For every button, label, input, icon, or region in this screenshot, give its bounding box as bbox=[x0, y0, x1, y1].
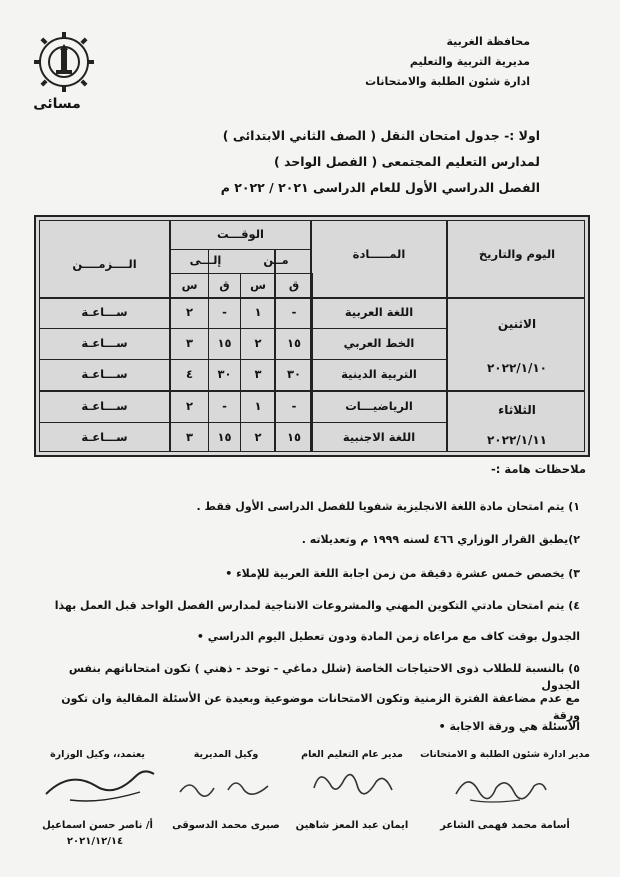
signature-name-4: أ/ ناصر حسن اسماعيل bbox=[42, 820, 153, 831]
note-5-line-2: مع عدم مضاعفة الفترة الزمنية وتكون الامتحانات موضوعية وبعيدة عن الأسئلة المقالية وان تكون ورقة bbox=[61, 692, 580, 722]
row5-subject: اللغة الاجنبية bbox=[342, 430, 416, 444]
row2-to-q: ١٥ bbox=[217, 336, 232, 350]
row3-duration: ســـاعـة bbox=[81, 367, 128, 381]
row1-duration: ســـاعـة bbox=[81, 305, 128, 319]
signature-name-2: ايمان عبد المعز شاهين bbox=[295, 820, 409, 831]
note-1: ١) يتم امتحان مادة اللغة الانجليزية شفويا للفصل الدراسى الأول فقط . bbox=[196, 500, 580, 513]
note-4-line-2: الجدول بوقت كاف مع مراعاه زمن المادة ودون تعطيل اليوم الدراسي • bbox=[196, 630, 580, 643]
row1-subject: اللغة العربية bbox=[344, 305, 414, 319]
note-4-line-1: ٤) يتم امتحان مادتي التكوين المهني والمشروعات الانتاجية لمدارس الفصل الواحد قبل العمل بهذا bbox=[54, 599, 580, 612]
header-to: إلـــى bbox=[189, 253, 222, 267]
row3-from-s: ٣ bbox=[254, 367, 262, 381]
logo-label: مسائى bbox=[33, 96, 81, 112]
title-line-3: الفصل الدراسي الأول للعام الدراسى ٢٠٢١ / ٢٠٢٢ م bbox=[220, 180, 540, 195]
row2-duration: ســـاعـة bbox=[81, 336, 128, 350]
header-line-governorate: محافظة الغربية bbox=[446, 35, 530, 48]
header-block bbox=[270, 32, 530, 92]
row5-to-q: ١٥ bbox=[217, 430, 232, 444]
signature-scribble-3-icon bbox=[176, 768, 276, 808]
header-day-date: اليوم والتاريخ bbox=[478, 247, 556, 261]
signature-title-general-education: مدير عام التعليم العام bbox=[301, 749, 403, 760]
row2-from-q: ١٥ bbox=[286, 336, 302, 350]
header-from-s: س bbox=[250, 278, 266, 292]
signature-scribble-4-icon bbox=[40, 760, 160, 810]
signature-scribble-1-icon bbox=[450, 764, 550, 810]
day-monday: الاثنين bbox=[497, 317, 537, 331]
row1-from-s: ١ bbox=[254, 305, 262, 319]
signature-name-1: أسامة محمد فهمى الشاعر bbox=[440, 820, 570, 831]
header-line-administration: ادارة شئون الطلبة والامتحانات bbox=[365, 75, 530, 88]
signature-title-students-affairs: مدير ادارة شئون الطلبة و الامتحانات bbox=[420, 749, 590, 760]
row4-from-s: ١ bbox=[254, 399, 262, 413]
row3-to-s: ٤ bbox=[185, 367, 194, 381]
row5-duration: ســـاعـة bbox=[81, 430, 128, 444]
signature-name-3: صبرى محمد الدسوقى bbox=[172, 820, 280, 831]
row4-to-q: - bbox=[222, 399, 227, 413]
note-5-line-3: الأسئلة هي ورقة الاجابة • bbox=[438, 720, 580, 733]
header-from: مــن bbox=[263, 253, 289, 267]
note-3: ٣) يخصص خمس عشرة دقيقة من زمن اجابة اللغة العربية للإملاء • bbox=[225, 567, 580, 580]
signature-date: ٢٠٢١/١٢/١٤ bbox=[66, 836, 124, 847]
row1-to-s: ٢ bbox=[185, 305, 194, 319]
row2-to-s: ٣ bbox=[185, 336, 194, 350]
title-line-2: لمدارس التعليم المجتمعى ( الفصل الواحد ) bbox=[273, 154, 540, 169]
date-monday: ٢٠٢٢/١/١٠ bbox=[486, 361, 548, 375]
row2-subject: الخط العربي bbox=[343, 336, 415, 350]
row4-subject: الرياضيـــات bbox=[345, 399, 413, 413]
row4-to-s: ٢ bbox=[185, 399, 194, 413]
row3-subject: التربية الدينية bbox=[341, 367, 417, 381]
title-line-1: اولا :- جدول امتحان النقل ( الصف الثاني الابتدائى ) bbox=[222, 128, 540, 143]
ministry-gear-emblem-icon bbox=[26, 26, 102, 100]
header-subject: المـــــادة bbox=[352, 247, 406, 261]
row3-to-q: ٣٠ bbox=[217, 367, 232, 381]
signature-title-directorate-deputy: وكيل المديرية bbox=[193, 749, 259, 760]
row4-duration: ســـاعـة bbox=[81, 399, 128, 413]
row3-from-q: ٣٠ bbox=[286, 367, 302, 381]
header-to-q: ق bbox=[219, 278, 230, 292]
header-duration: الــــزمــــن bbox=[72, 257, 137, 271]
note-5-line-1: ٥) بالنسبة للطلاب ذوى الاحتياجات الخاصة (شلل دماغي - توحد - ذهني ) تكون امتحاناتهم بنفس الجدول bbox=[68, 662, 580, 692]
header-from-q: ق bbox=[288, 278, 300, 292]
signature-title-ministry-deputy: يعتمد،، وكيل الوزارة bbox=[50, 749, 145, 760]
row5-from-q: ١٥ bbox=[286, 430, 302, 444]
header-to-s: س bbox=[181, 278, 198, 292]
header-line-directorate: مديرية التربية والتعليم bbox=[409, 55, 530, 68]
date-tuesday: ٢٠٢٢/١/١١ bbox=[486, 433, 548, 447]
exam-schedule-table bbox=[34, 215, 590, 457]
note-2: ٢)يطبق القرار الوزاري ٤٦٦ لسنه ١٩٩٩ م وتعديلاته . bbox=[301, 533, 580, 546]
header-time: الوقـــت bbox=[217, 227, 264, 241]
signature-scribble-2-icon bbox=[306, 762, 398, 810]
row5-to-s: ٣ bbox=[185, 430, 194, 444]
row5-from-s: ٢ bbox=[254, 430, 262, 444]
row2-from-s: ٢ bbox=[254, 336, 262, 350]
row1-from-q: - bbox=[291, 305, 297, 319]
day-tuesday: الثلاثاء bbox=[498, 403, 536, 417]
row1-to-q: - bbox=[222, 305, 227, 319]
row4-from-q: - bbox=[291, 399, 297, 413]
notes-title: ملاحظات هامة :- bbox=[491, 462, 586, 476]
